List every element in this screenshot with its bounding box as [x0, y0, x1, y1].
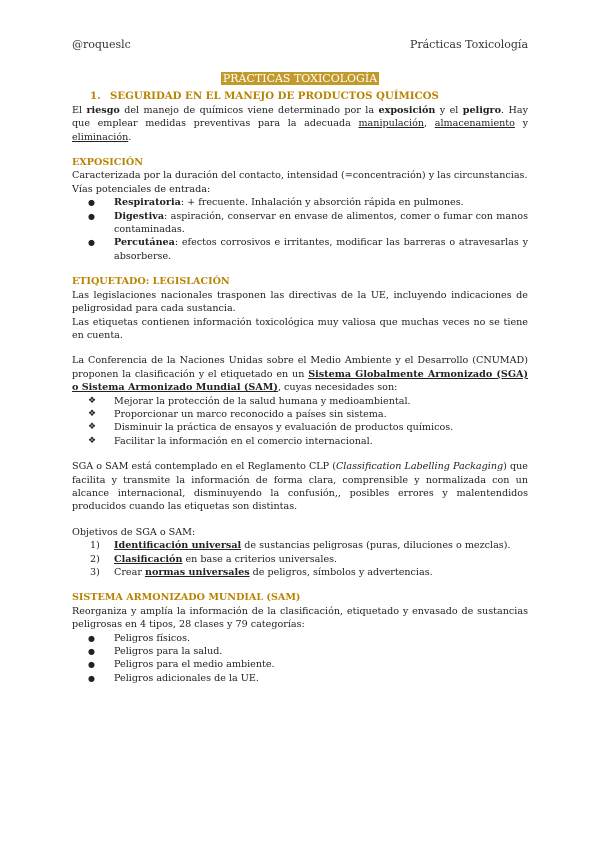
etiquetado-p3: La Conferencia de la Naciones Unidas sobre el Medio Ambiente y el Desarrollo (CNUMAD) proponen la clasificación y el etiquetado en un Sistema Globalmente Armonizado (SGA) o Sistema Armonizado Mundial (SAM), cuyas necesidades son: [72, 355, 528, 394]
objectives-intro: Objetivos de SGA o SAM: [72, 526, 196, 538]
exposicion-heading: EXPOSICIÓN [72, 157, 143, 169]
list-item: 3) Crear normas universales de peligros, símbolos y advertencias. [90, 567, 433, 578]
list-item: ❖ Proporcionar un marco reconocido a países sin sistema. [72, 408, 528, 421]
list-item: ❖ Mejorar la protección de la salud humana y medioambiental. [72, 395, 528, 408]
intro-paragraph: El riesgo del manejo de químicos viene determinado por la exposición y el peligro. Hay que emplear medidas preventivas para la adecuada manipulación, almacenamiento y eliminación. [72, 104, 528, 143]
etiquetado-p1: Las legislaciones nacionales trasponen las directivas de la UE, incluyendo indicaciones de peligrosidad para cada sustancia. [72, 289, 528, 315]
exposicion-p1: Caracterizada por la duración del contacto, intensidad (=concentración) y las circunstancias. [72, 170, 528, 182]
header-author: @roqueslc [72, 38, 131, 51]
list-item: 2) Clasificación en base a criterios universales. [90, 553, 338, 565]
list-item: ● Respiratoria: + frecuente. Inhalación y absorción rápida en pulmones. [72, 196, 528, 209]
section-heading: 1. SEGURIDAD EN EL MANEJO DE PRODUCTOS QUÍMICOS [90, 90, 439, 103]
sam-p1: Reorganiza y amplía la información de la clasificación, etiquetado y envasado de sustancias peligrosas en 4 tipos, 28 clases y 79 categorías: [72, 605, 528, 631]
list-item: ● Peligros adicionales de la UE. [72, 672, 528, 685]
page-title: PRÁCTICAS TOXICOLOGÍA [222, 72, 378, 85]
document-body [72, 72, 528, 685]
list-item: ❖ Disminuir la práctica de ensayos y evaluación de productos químicos. [72, 421, 528, 434]
list-item: 1) Identificación universal de sustancias peligrosas (puras, diluciones o mezclas). [90, 540, 511, 552]
header-title: Prácticas Toxicología [409, 38, 528, 51]
etiquetado-p4: SGA o SAM está contemplado en el Reglamento CLP (Classification Labelling Packaging) que facilita y transmite la información de forma clara, comprensible y normalizada con un alcance internacional, disminuyendo la confusión,, posibles errores y malentendidos producidos cuando las etiquetas son distintas. [72, 461, 528, 513]
sam-heading: SISTEMA ARMONIZADO MUNDIAL (SAM) [72, 592, 301, 604]
list-item: ● Digestiva: aspiración, conservar en envase de alimentos, comer o fumar con manos contaminadas. [72, 210, 528, 237]
list-item: ❖ Facilitar la información en el comercio internacional. [72, 435, 528, 448]
needs-list [72, 395, 528, 449]
list-item: ● Percutánea: efectos corrosivos e irritantes, modificar las barreras o atravesarlas y absorberse. [72, 236, 528, 263]
etiquetado-heading: ETIQUETADO: LEGISLACIÓN [72, 276, 230, 288]
hazard-types-list [72, 632, 528, 686]
exposicion-p2: Vías potenciales de entrada: [72, 183, 211, 195]
list-item: ● Peligros para el medio ambiente. [72, 658, 528, 671]
entry-routes-list [72, 196, 528, 263]
list-item: ● Peligros para la salud. [72, 645, 528, 658]
etiquetado-p2: Las etiquetas contienen información toxicológica muy valiosa que muchas veces no se tiene en cuenta. [72, 316, 528, 341]
objectives-list [72, 539, 528, 579]
list-item: ● Peligros físicos. [72, 632, 528, 645]
